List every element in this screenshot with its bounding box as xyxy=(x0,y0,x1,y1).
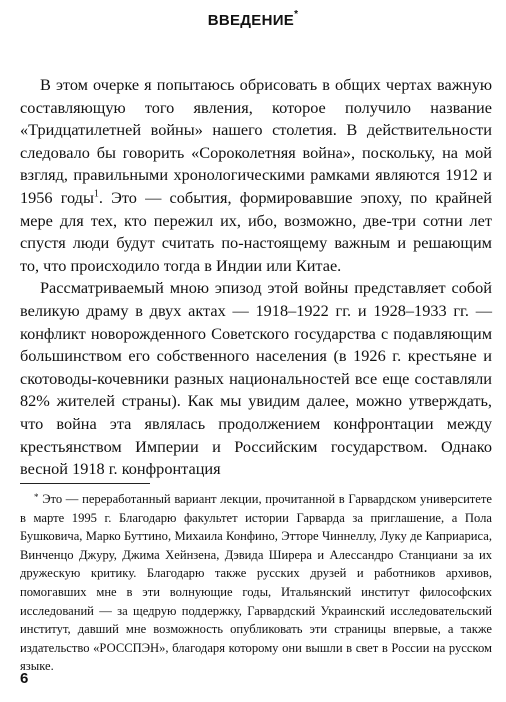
paragraph-1-part-b: . Это — события, формировавшие эпоху, по крайней мере для тех, кто пережил их, ибо, возможно, две-три сотни лет спустя люди будут считать по-настоящему важным и решающим то, что происходило тогда в Индии или Китае. xyxy=(20,187,492,275)
paragraph-1-part-a: В этом очерке я попытаюсь обрисовать в общих чертах важную составляющую того явления, которое получило название «Тридцатилетней войны» нашего столетия. В действительности следовало бы говорить «Сороколетняя война», поскольку, на мой взгляд, правильными хронологическими рамками являются 1912 и 1956 годы xyxy=(20,75,492,207)
paragraph-1 xyxy=(20,74,492,277)
paragraph-2: Рассматриваемый мною эпизод этой войны представляет собой великую драму в двух актах — 1918–1922 гг. и 1928–1933 гг. — конфликт новорожденного Советского государства с подавляющим большинством его собственного населения (в 1926 г. крестьяне и скотоводы-кочевники разных национальностей все еще составляли 82% жителей страны). Как мы увидим далее, можно утверждать, что война эта являлась продолжением конфронтации между крестьянством Империи и Российским государством. Однако весной 1918 г. конфронтация xyxy=(20,278,492,479)
footnote-marker: * xyxy=(294,9,299,20)
footnote-reference: 1 xyxy=(93,188,99,200)
chapter-heading xyxy=(0,9,506,29)
footnote-text: Это — переработанный вариант лекции, прочитанной в Гарвардском университете в марте 1995 г. Благодарю факультет истории Гарварда за приглашение, а Пола Бушковича, Марко Буттино, Михаила Конфино, Этторе Чиннеллу, Луку де Каприариса, Винченцо Джуру, Джима Хейнзена, Дэвида Ширера и Алессандро Станциани за их дружескую критику. Благодарю также русских друзей и работников архивов, помогавших мне в эти волнующие годы, Итальянский институт философских исследований — за щедрую поддержку, Гарвардский Украинский исследовательский институт, давший мне возможность опубликовать эти страницы впервые, а также издательство «РОССПЭН», благодаря которому они вышли в свет в России на русском языке. xyxy=(20,492,492,674)
footnote-divider xyxy=(20,483,150,484)
body-text xyxy=(20,74,492,481)
footnote xyxy=(20,490,492,676)
chapter-title: ВВЕДЕНИЕ xyxy=(207,12,295,29)
page-number: 6 xyxy=(20,670,29,687)
footnote-mark: * xyxy=(34,492,39,502)
